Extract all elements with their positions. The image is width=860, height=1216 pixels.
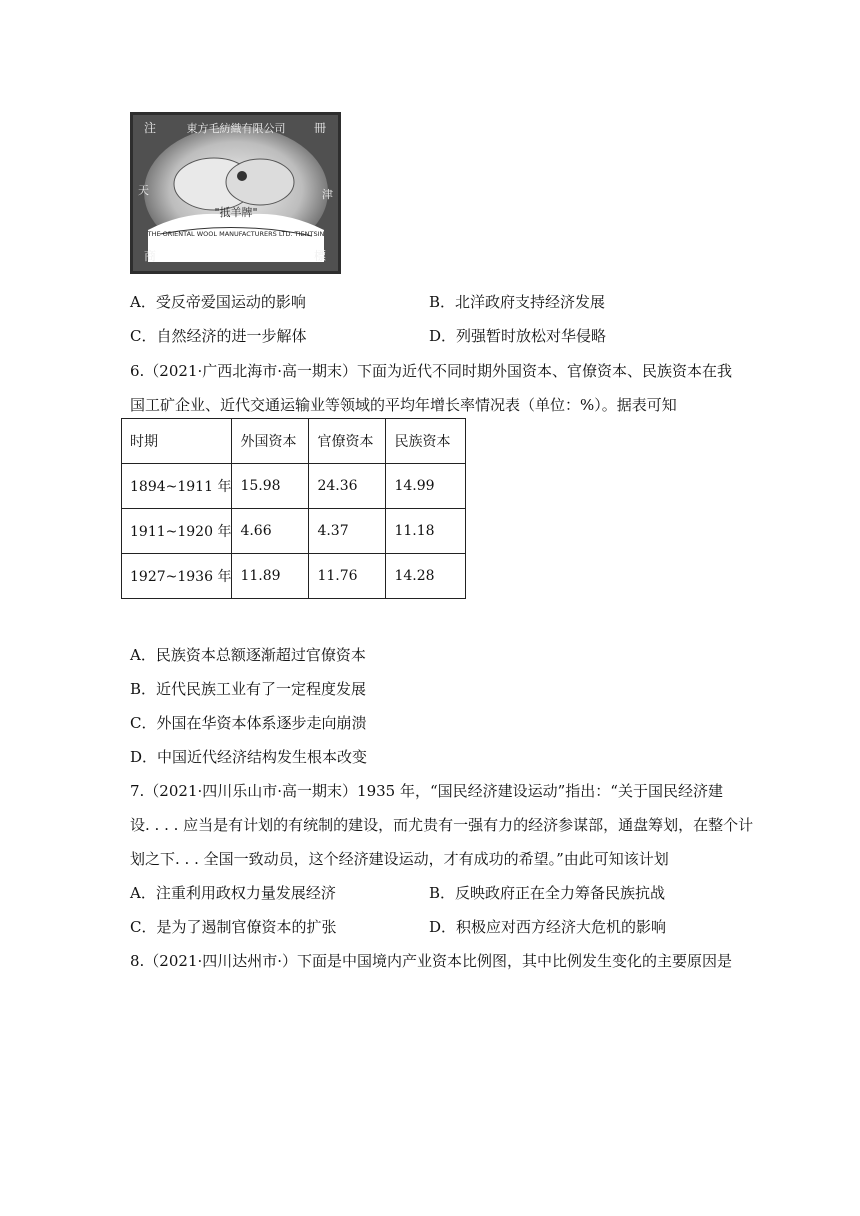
q6-option-c[interactable]: C．外国在华资本体系逐步走向崩溃 [130,714,367,732]
q6-stem-line-1: 6.（2021·广西北海市·高一期末）下面为近代不同时期外国资本、官僚资本、民族资本在我 [130,362,733,380]
q6-stem-line-2: 国工矿企业、近代交通运输业等领域的平均年增长率情况表（单位：%）。据表可知 [130,396,677,414]
q5-option-d[interactable]: D．列强暂时放松对华侵略 [429,327,607,345]
q7-option-b[interactable]: B．反映政府正在全力筹备民族抗战 [429,884,666,902]
corner-mark-tr: 冊 [314,121,327,135]
table-cell: 1911~1920 年 [122,509,232,554]
q7-stem-line-2: 设. . . . 应当是有计划的有统制的建设，而尤贵有一强有力的经济参谋部，通盘筹划，在整个计 [130,816,754,834]
table-cell: 4.37 [309,509,386,554]
table-cell: 11.76 [309,554,386,599]
english-name-text: THE ORIENTAL WOOL MANUFACTURERS LTD. TIENTSIN [147,230,325,238]
table-row [122,509,466,554]
q7-option-d[interactable]: D．积极应对西方经济大危机的影响 [429,918,667,936]
q7-stem-line-3: 划之下. . . 全国一致动员，这个经济建设运动，才有成功的希望。”由此可知该计划 [130,850,669,868]
table-row [122,554,466,599]
table-header-cell: 时期 [122,419,232,464]
q6-option-a[interactable]: A．民族资本总额逐渐超过官僚资本 [130,646,366,664]
table-cell: 24.36 [309,464,386,509]
corner-mark-br: 標 [314,249,327,263]
table-cell: 14.28 [386,554,466,599]
table-header-cell: 官僚资本 [309,419,386,464]
trademark-photo [130,112,341,274]
q7-stem-line-1: 7.（2021·四川乐山市·高一期末）1935 年，“国民经济建设运动”指出：“关于国民经济建 [130,782,723,800]
q6-option-d[interactable]: D．中国近代经济结构发生根本改变 [130,748,368,766]
q5-option-c[interactable]: C．自然经济的进一步解体 [130,327,307,345]
corner-mark-tl: 注 [144,121,157,135]
capital-growth-table [121,418,466,599]
table-cell: 4.66 [232,509,309,554]
q7-option-a[interactable]: A．注重利用政权力量发展经济 [130,884,336,902]
table-cell: 15.98 [232,464,309,509]
table-header-row [122,419,466,464]
q8-stem-line-1: 8.（2021·四川达州市·）下面是中国境内产业资本比例图，其中比例发生变化的主要原因是 [130,952,733,970]
q7-option-c[interactable]: C．是为了遏制官僚资本的扩张 [130,918,337,936]
q5-option-a[interactable]: A．受反帝爱国运动的影响 [130,293,306,311]
q5-option-b[interactable]: B．北洋政府支持经济发展 [429,293,606,311]
table-header-cell: 民族资本 [386,419,466,464]
table-cell: 1927~1936 年 [122,554,232,599]
corner-mark-bl: 商 [144,249,157,263]
q6-option-b[interactable]: B．近代民族工业有了一定程度发展 [130,680,367,698]
table-cell: 1894~1911 年 [122,464,232,509]
table-cell: 11.89 [232,554,309,599]
side-mark-left: 天 [138,184,149,197]
table-cell: 11.18 [386,509,466,554]
table-cell: 14.99 [386,464,466,509]
mark-name-text: "抵羊牌" [214,206,258,219]
table-row [122,464,466,509]
side-mark-right: 津 [322,188,333,201]
brand-title-text: 東方毛紡織有限公司 [186,122,286,135]
trademark-illustration [130,112,341,274]
table-header-cell: 外国资本 [232,419,309,464]
